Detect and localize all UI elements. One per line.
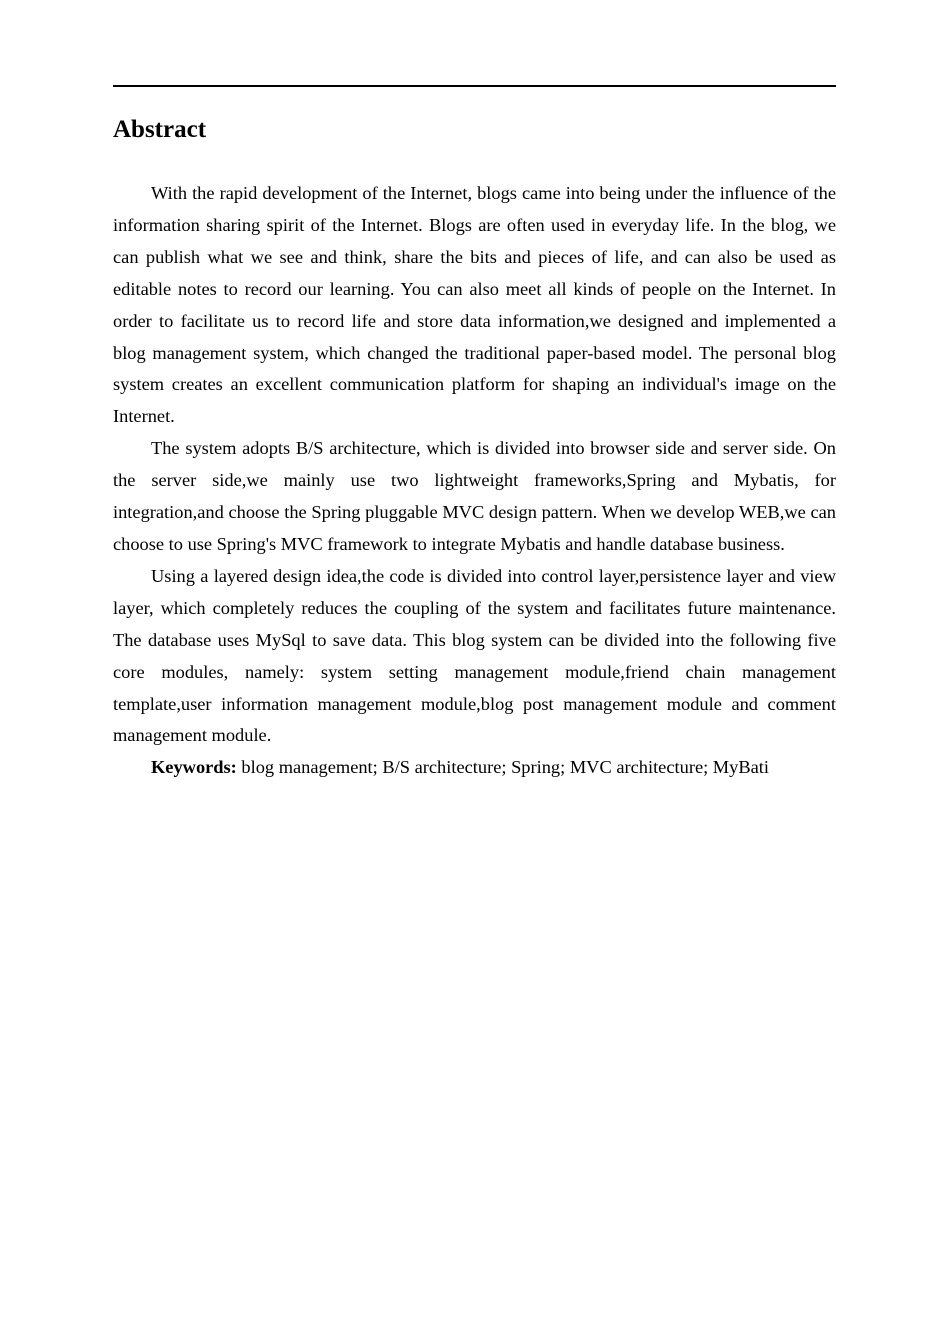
abstract-paragraph-2: The system adopts B/S architecture, which is divided into browser side and server side. On the server side,we mainly use two lightweight frameworks,Spring and Mybatis, for integration,and choose the Spring pluggable MVC design pattern. When we develop WEB,we can choose to use Spring's MVC framework to integrate Mybatis and handle database business. (113, 438, 836, 554)
keywords-line (113, 752, 836, 784)
header-rule (113, 85, 836, 87)
abstract-paragraph-1: With the rapid development of the Internet, blogs came into being under the influence of the information sharing spirit of the Internet. Blogs are often used in everyday life. In the blog, we can publish what we see and think, share the bits and pieces of life, and can also be used as editable notes to record our learning. You can also meet all kinds of people on the Internet. In order to facilitate us to record life and store data information,we designed and implemented a blog management system, which changed the traditional paper-based model. The personal blog system creates an excellent communication platform for shaping an individual's image on the Internet. (113, 183, 836, 427)
keywords-text: blog management; B/S architecture; Spring; MVC architecture; MyBati (241, 757, 770, 778)
abstract-title: Abstract (113, 116, 207, 143)
keywords-label: Keywords: (151, 757, 237, 778)
abstract-paragraph-3: Using a layered design idea,the code is divided into control layer,persistence layer and view layer, which completely reduces the coupling of the system and facilitates future maintenance. The database uses MySql to save data. This blog system can be divided into the following five core modules, namely: system setting management module,friend chain management template,user information management module,blog post management module and comment management module. (113, 565, 836, 746)
abstract-body (113, 178, 836, 784)
